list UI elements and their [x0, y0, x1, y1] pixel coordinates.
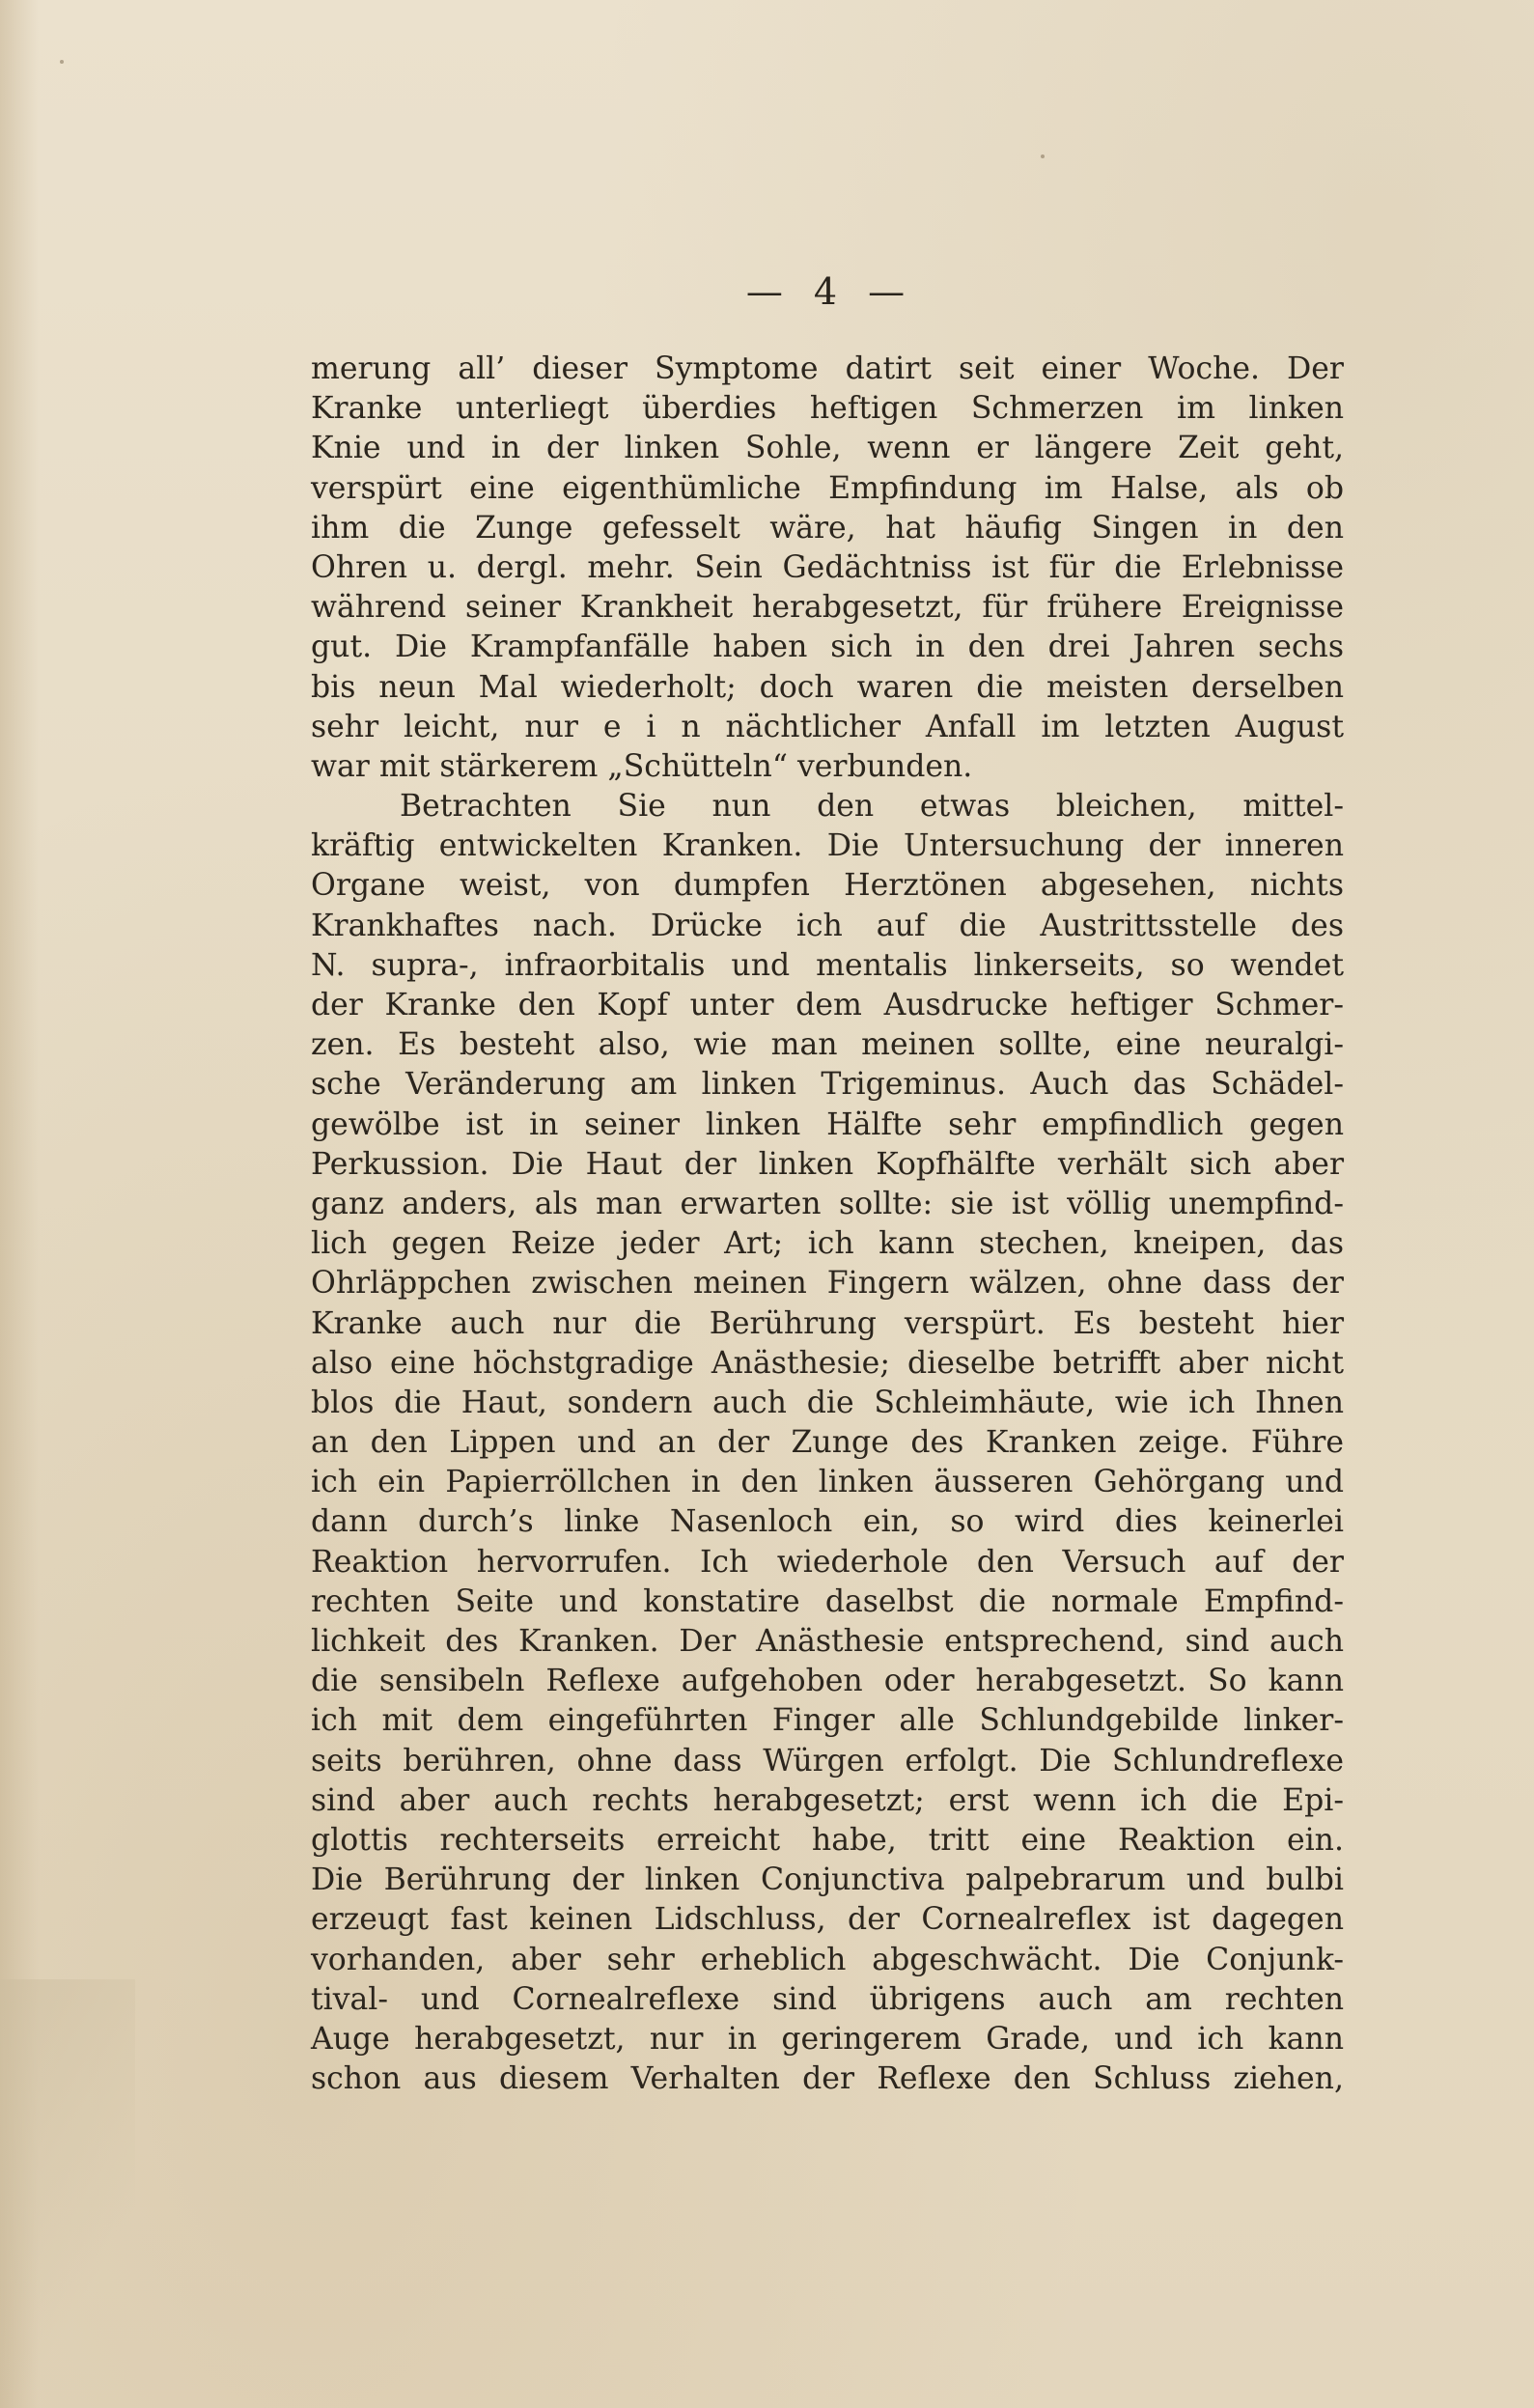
text-line-paragraph-start: Betrachten Sie nun den etwas bleichen, mittel- [400, 789, 1344, 825]
text-line: an den Lippen und an der Zunge des Kranken zeige. Führe [311, 1425, 1344, 1461]
text-line: Perkussion. Die Haut der linken Kopfhälfte verhält sich aber [311, 1146, 1344, 1182]
body-text [311, 350, 1344, 2099]
text-line: sche Veränderung am linken Trigeminus. Auch das Schädel- [311, 1067, 1344, 1103]
text-line: zen. Es besteht also, wie man meinen sollte, eine neuralgi- [311, 1027, 1344, 1063]
text-line: Kranke unterliegt überdies heftigen Schmerzen im linken [311, 391, 1344, 427]
text-line: Reaktion hervorrufen. Ich wiederhole den Versuch auf der [311, 1544, 1344, 1580]
text-line: ich ein Papierröllchen in den linken äusseren Gehörgang und [311, 1465, 1344, 1500]
text-line: ihm die Zunge gefesselt wäre, hat häufig Singen in den [311, 510, 1344, 546]
text-line: kräftig entwickelten Kranken. Die Untersuchung der inneren [311, 828, 1344, 864]
text-line: erzeugt fast keinen Lidschluss, der Cornealreflex ist dagegen [311, 1902, 1344, 1938]
text-line: lichkeit des Kranken. Der Anästhesie entsprechend, sind auch [311, 1624, 1344, 1659]
text-line: gewölbe ist in seiner linken Hälfte sehr empfindlich gegen [311, 1106, 1344, 1142]
text-line: glottis rechterseits erreicht habe, tritt eine Reaktion ein. [311, 1822, 1344, 1858]
text-line: während seiner Krankheit herabgesetzt, für frühere Ereignisse [311, 590, 1344, 626]
text-line: vorhanden, aber sehr erheblich abgeschwächt. Die Conjunk- [311, 1942, 1344, 1977]
text-line: Ohrläppchen zwischen meinen Fingern wälzen, ohne dass der [311, 1266, 1344, 1302]
text-line: rechten Seite und konstatire daselbst die normale Empfind- [311, 1583, 1344, 1619]
text-line: Die Berührung der linken Conjunctiva palpebrarum und bulbi [311, 1862, 1344, 1898]
text-line-paragraph-end: war mit stärkerem „Schütteln“ verbunden. [311, 748, 973, 784]
paper-speck [60, 60, 64, 64]
text-line: lich gegen Reize jeder Art; ich kann stechen, kneipen, das [311, 1226, 1344, 1262]
text-line: der Kranke den Kopf unter dem Ausdrucke heftiger Schmer- [311, 988, 1344, 1022]
text-line: also eine höchstgradige Anästhesie; dieselbe betrifft aber nicht [311, 1345, 1344, 1381]
text-line: blos die Haut, sondern auch die Schleimhäute, wie ich Ihnen [311, 1385, 1344, 1420]
text-line: sind aber auch rechts herabgesetzt; erst wenn ich die Epi- [311, 1782, 1344, 1818]
text-line: N. supra-, infraorbitalis und mentalis linkerseits, so wendet [311, 947, 1344, 983]
text-line: gut. Die Krampfanfälle haben sich in den drei Jahren sechs [311, 630, 1344, 665]
paper-fold [0, 1979, 135, 2408]
text-line: verspürt eine eigenthümliche Empfindung im Halse, als ob [311, 470, 1344, 506]
text-line: Kranke auch nur die Berührung verspürt. Es besteht hier [311, 1305, 1344, 1341]
text-line: Krankhaftes nach. Drücke ich auf die Austrittsstelle des [311, 908, 1344, 943]
text-line: Knie und in der linken Sohle, wenn er längere Zeit geht, [311, 431, 1344, 466]
text-line: tival- und Cornealreflexe sind übrigens auch am rechten [311, 1981, 1344, 2017]
text-line: ich mit dem eingeführten Finger alle Schlundgebilde linker- [311, 1703, 1344, 1739]
text-line: ganz anders, als man erwarten sollte: sie ist völlig unempfind- [311, 1186, 1344, 1221]
text-line: dann durch’s linke Nasenloch ein, so wird dies keinerlei [311, 1504, 1344, 1540]
text-line: schon aus diesem Verhalten der Reflexe den Schluss ziehen, [311, 2061, 1344, 2097]
text-line: bis neun Mal wiederholt; doch waren die meisten derselben [311, 669, 1344, 705]
paper-speck [1041, 154, 1045, 158]
text-line: sehr leicht, nur e i n nächtlicher Anfall im letzten August [311, 709, 1344, 744]
text-line: Ohren u. dergl. mehr. Sein Gedächtniss ist für die Erlebnisse [311, 549, 1344, 585]
text-line: merung all’ dieser Symptome datirt seit einer Woche. Der [311, 351, 1344, 386]
text-line: Auge herabgesetzt, nur in geringerem Grade, und ich kann [311, 2021, 1344, 2057]
page-number: — 4 — [745, 270, 915, 313]
text-line: die sensibeln Reflexe aufgehoben oder herabgesetzt. So kann [311, 1664, 1344, 1699]
text-line: Organe weist, von dumpfen Herztönen abgesehen, nichts [311, 868, 1344, 904]
text-line: seits berühren, ohne dass Würgen erfolgt. Die Schlundreflexe [311, 1743, 1344, 1778]
